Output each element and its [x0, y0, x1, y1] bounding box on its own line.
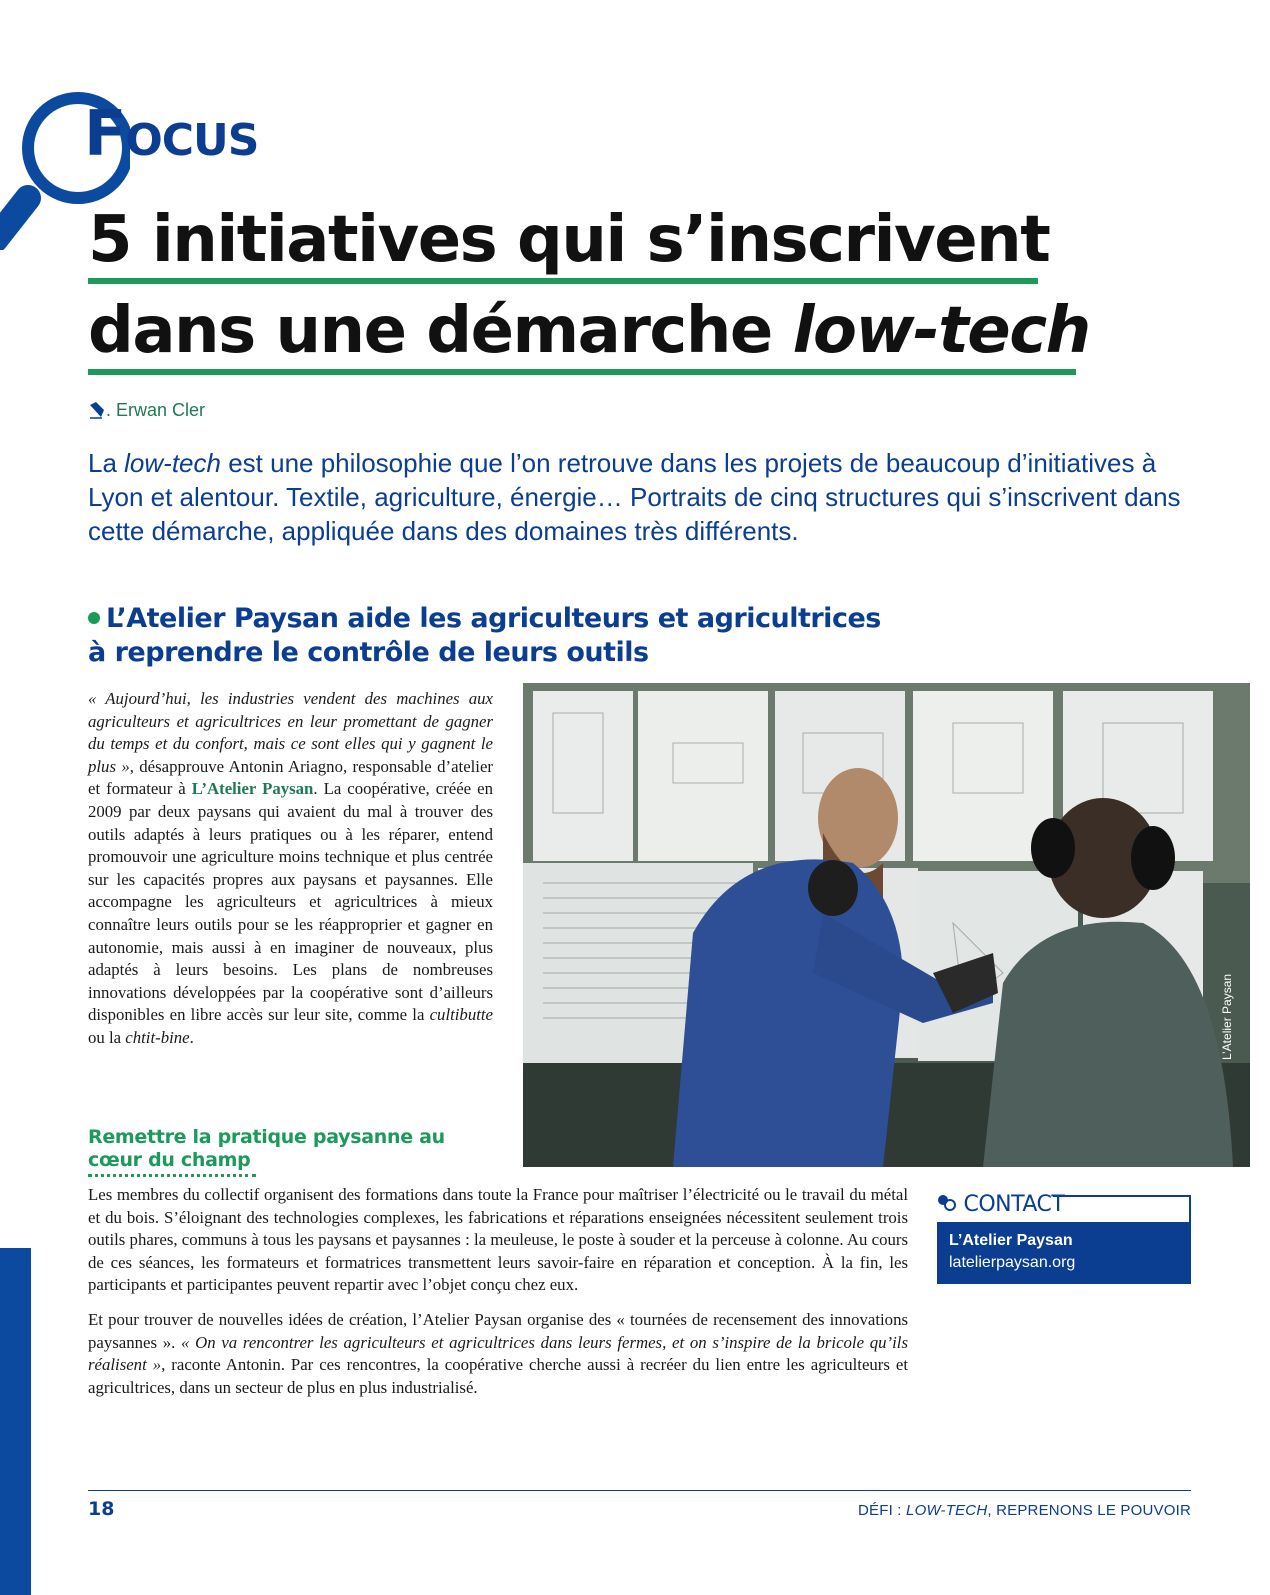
title-line2-text: dans une démarche — [88, 294, 793, 368]
contact-title — [937, 1192, 1064, 1217]
lead-text-2: est une philosophie que l’on retrouve dans les projets de beaucoup d’initiatives à Lyon et alentour. Textile, agriculture, énergie… Portraits de cinq structures qui s’inscrivent dans cette démarche, appliquée dans des domaines très différents. — [88, 448, 1181, 546]
section-heading — [88, 602, 888, 670]
contact-box — [937, 1192, 1191, 1284]
contact-url[interactable]: latelierpaysan.org — [949, 1254, 1076, 1271]
footer-prefix: DÉFI : — [857, 1502, 907, 1519]
org-name: L’Atelier Paysan — [191, 779, 314, 799]
contact-header — [937, 1192, 1191, 1222]
tool-name: chtit-bine — [125, 1027, 190, 1047]
contact-name: L’Atelier Paysan — [949, 1232, 1073, 1249]
bullet-icon — [88, 612, 100, 624]
contact-body — [937, 1222, 1191, 1284]
footer-italic: LOW-TECH — [906, 1502, 988, 1519]
focus-rest: OCUS — [125, 115, 259, 166]
edge-bar — [0, 1248, 31, 1595]
focus-initial: F — [84, 97, 126, 170]
focus-label — [84, 97, 259, 171]
body-text: , raconte Antonin. Par ces rencontres, la coopérative cherche aussi à recréer du lien entre les agriculteurs et agricultrices, dans un secteur de plus en plus industrialisé. — [88, 1355, 909, 1397]
title-underline — [88, 278, 1038, 284]
lead-italic: low-tech — [124, 448, 221, 478]
paragraph: Les membres du collectif organisent des formations dans toute la France pour maîtriser l’électricité ou le travail du métal et du bois. S’éloignant des technologies complexes, les fabrications et réparations enseignées nécessitent seulement trois outils phares, communs à tous les paysans et paysannes : la meuleuse, le poste à souder et la perceuse à colonne. Au cours de ces séances, les formateurs et formatrices transmettent leurs savoir-faire en réparation et conception. À la fin, les participants et participantes peuvent repartir avec l’objet conçu chez eux. — [88, 1185, 908, 1295]
contact-title-text: CONTACT — [963, 1192, 1065, 1217]
paragraph — [88, 1309, 908, 1399]
section-heading-text: L’Atelier Paysan aide les agriculteurs et agricultrices à reprendre le contrôle de leurs outils — [88, 603, 881, 668]
body-column-1 — [88, 688, 493, 1050]
tool-name: cultibutte — [429, 1005, 493, 1025]
contact-icon — [937, 1194, 957, 1212]
page-number: 18 — [88, 1498, 115, 1520]
body-text: . — [189, 1027, 194, 1047]
pen-icon — [88, 401, 106, 419]
article-title-line2 — [88, 293, 1090, 369]
workshop-photo — [523, 683, 1250, 1167]
contact-frame — [1053, 1195, 1191, 1224]
subheading-divider — [88, 1174, 256, 1177]
body-text: Et pour trouver de nouvelles idées de création, l’Atelier Paysan organise des « tournées de recensement des innovations paysannes ». — [88, 1309, 908, 1352]
body-text: , désapprouve Antonin Ariagno, responsable d’atelier et formateur à — [88, 756, 494, 799]
body-text-block — [88, 1184, 908, 1411]
photo-credit: L’Atelier Paysan — [1220, 973, 1234, 1060]
lead-paragraph — [88, 446, 1188, 548]
quote-text: « On va rencontrer les agriculteurs et agricultrices dans leurs fermes, et on s’inspire de la bricole qu’ils réalisent » — [88, 1332, 908, 1375]
title-line2-italic: low-tech — [792, 294, 1090, 368]
title-underline — [88, 369, 1076, 375]
quote-text: « Aujourd’hui, les industries vendent des machines aux agriculteurs et agricultrices en leur promettant de gagner du temps et du confort, mais ce sont elles qui y gagnent le plus » — [88, 689, 493, 776]
running-footer — [858, 1502, 1191, 1519]
body-text: ou la — [88, 1027, 126, 1047]
article-title-line1: 5 initiatives qui s’inscrivent — [88, 203, 1050, 277]
lead-text-1: La — [88, 448, 125, 478]
author-name: . Erwan Cler — [106, 400, 206, 420]
footer-suffix: , REPRENONS LE POUVOIR — [987, 1502, 1191, 1519]
footer-rule — [88, 1490, 1191, 1491]
byline — [88, 400, 205, 421]
subheading: Remettre la pratique paysanne au cœur du champ — [88, 1126, 445, 1171]
body-text: . La coopérative, créée en 2009 par deux paysans qui avaient du mal à trouver des outils adaptés à leurs pratiques ou à les réparer, entend promouvoir une agriculture moins technique et plus centrée sur les capacités propres aux paysans et paysannes. Elle accompagne les agriculteurs et agricultrices à mieux connaître leurs outils pour se les réapproprier et gagner en autonomie, mais aussi à en imaginer de nouveaux, plus adaptés à leurs besoins. Les plans de nombreuses innovations développées par la coopérative sont d’ailleurs disponibles en libre accès sur leur site, comme la — [88, 779, 493, 1025]
